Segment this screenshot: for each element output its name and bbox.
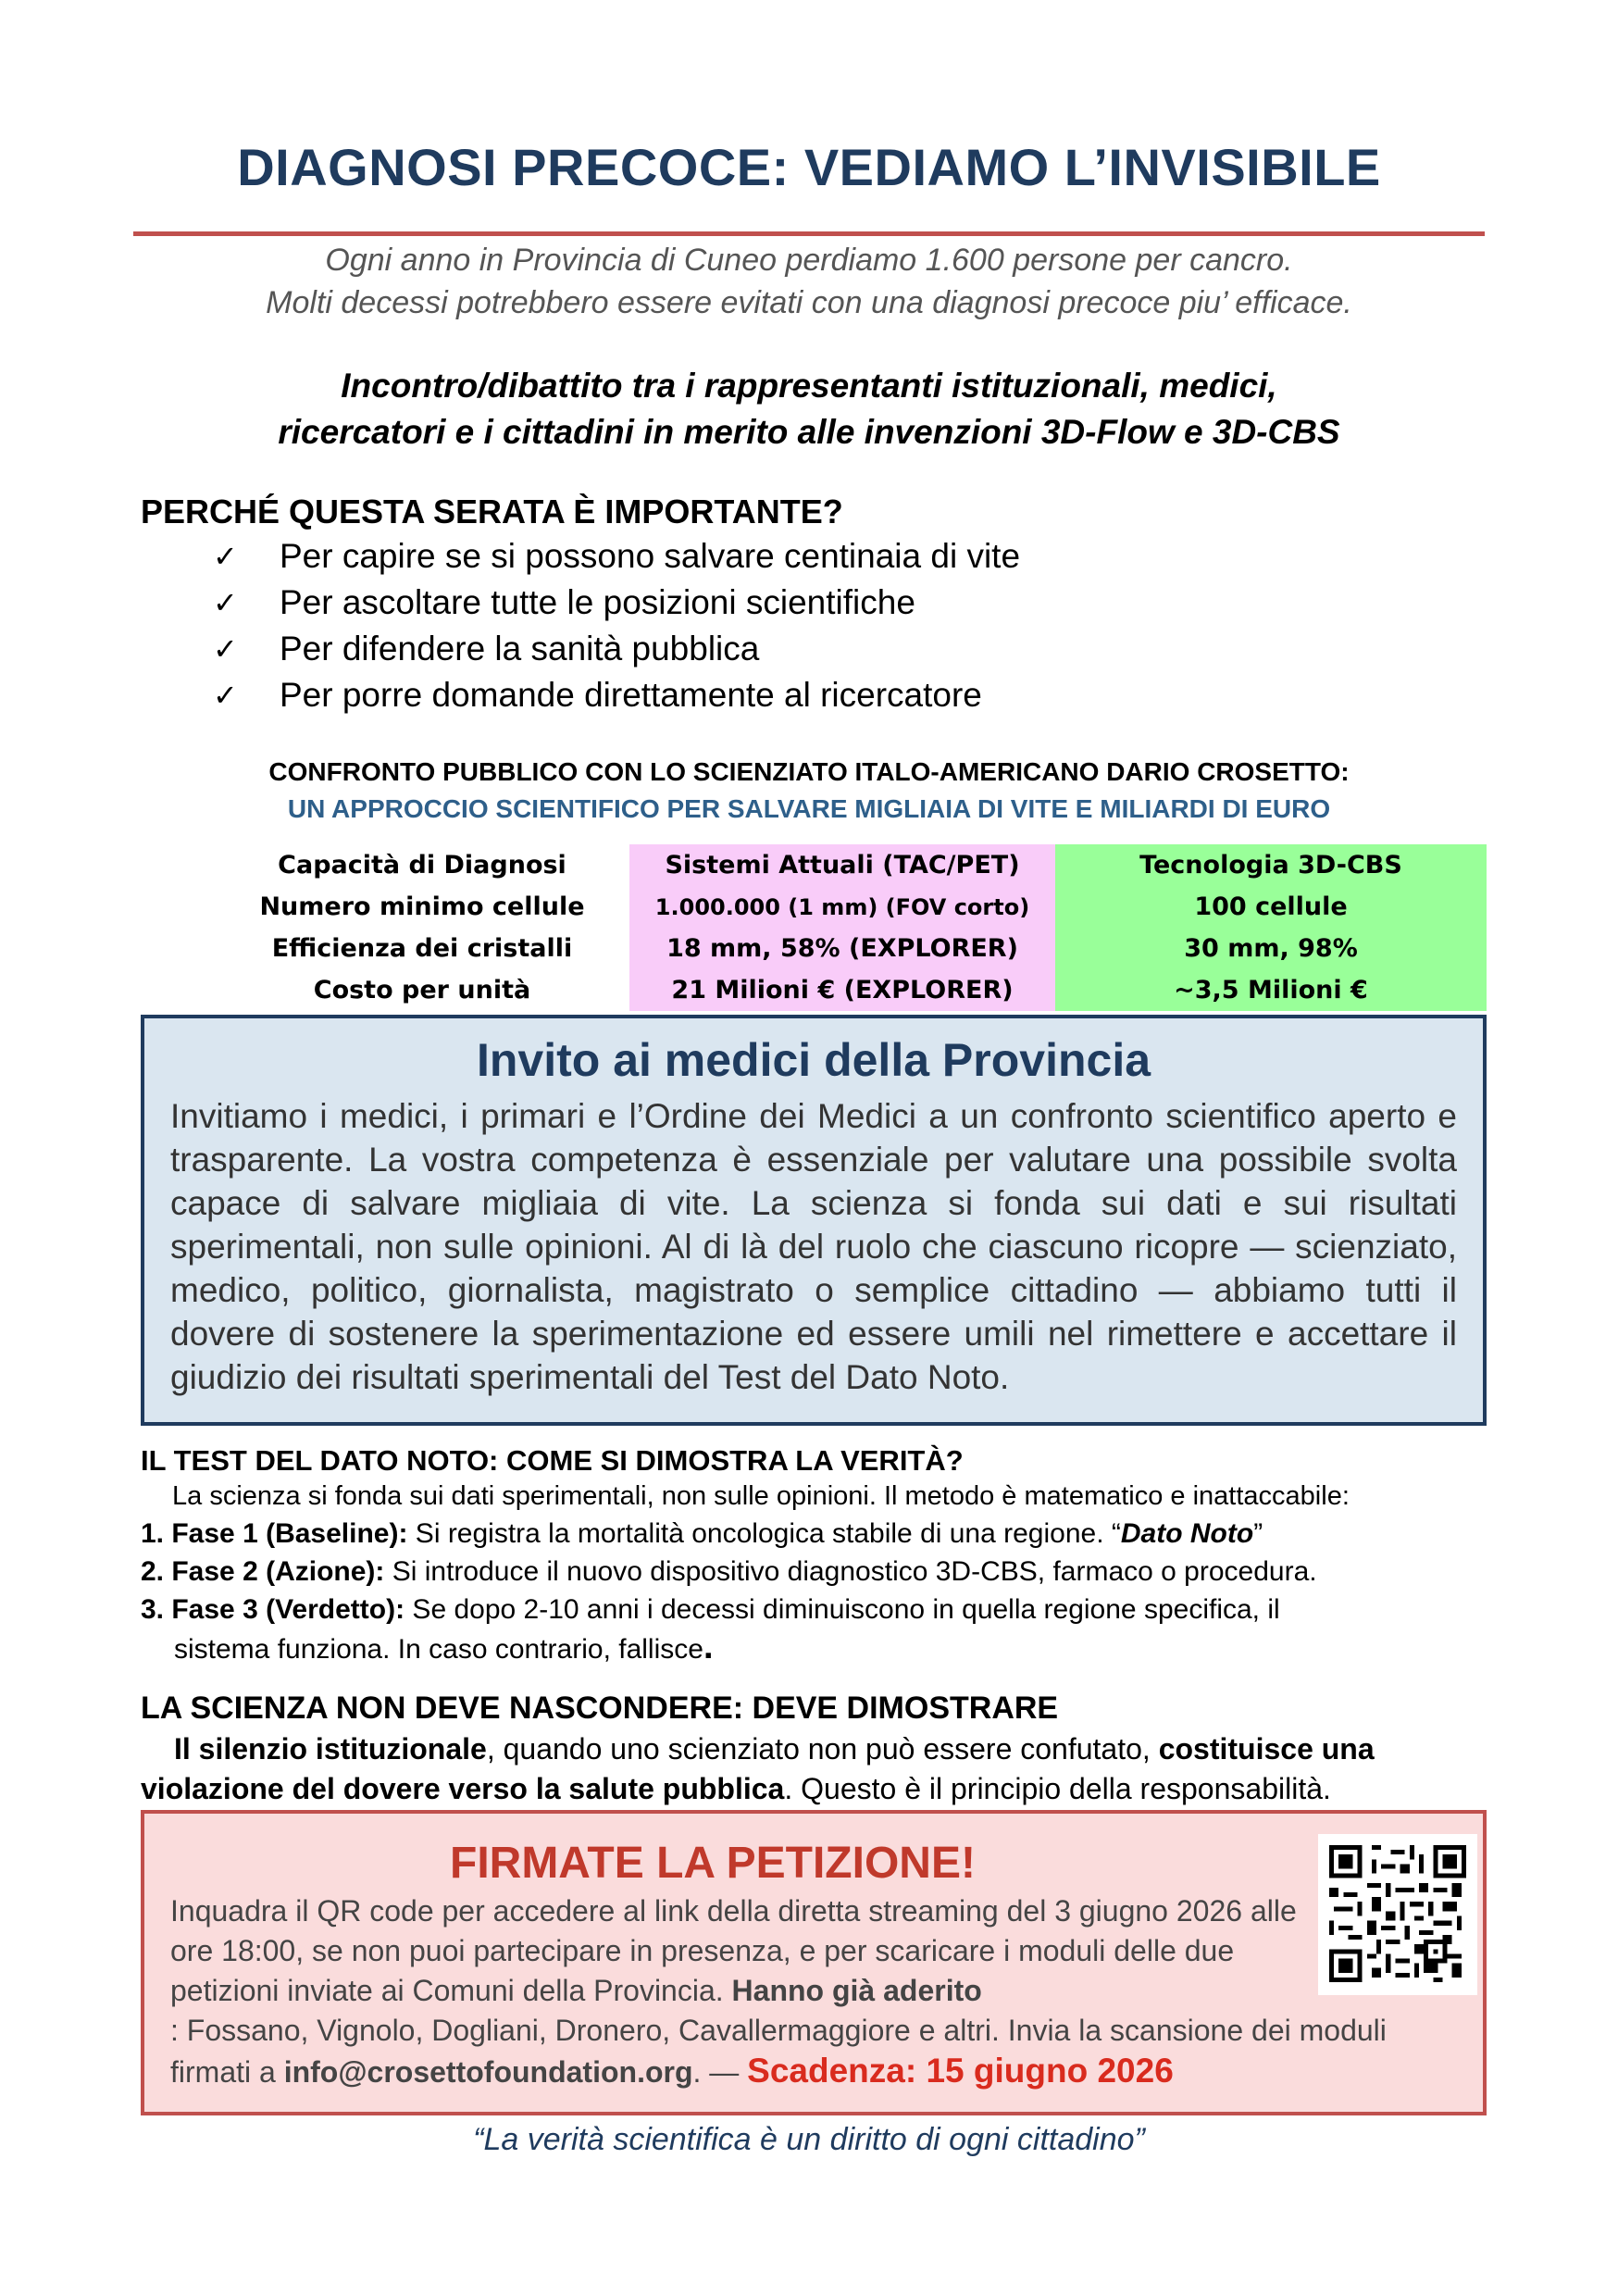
table-cell: ~3,5 Milioni € [1055, 969, 1487, 1011]
check-icon: ✓ [213, 631, 238, 667]
test-steps [141, 1515, 1501, 1668]
why-list [213, 533, 1020, 718]
invito-box [141, 1015, 1487, 1426]
step-text: Si registra la mortalità oncologica stabile di una regione. “ [407, 1518, 1121, 1549]
invito-body: Invitiamo i medici, i primari e l’Ordine dei Medici a un confronto scientifico aperto e trasparente. La vostra competenza è essenziale per valutare una possibile svolta capace di salvare migliaia di vite. La scienza si fonda sui dati e sui risultati sperimentali, non sulle opinioni. Al di là del ruolo che ciascuno ricopre — scienziato, medico, politico, giornalista, magistrato o semplice cittadino — abbiamo tutti il dovere di sostenere la sperimentazione ed essere umili nel rimettere e accettare il giudizio dei risultati sperimentali del Test del Dato Noto. [170, 1097, 1457, 1396]
table-cell: Costo per unità [215, 969, 629, 1011]
petition-email-link[interactable]: info@crosettofoundation.org [283, 2055, 693, 2089]
event-line-2: ricercatori e i cittadini in merito alle invenzioni 3D-Flow e 3D-CBS [278, 413, 1340, 451]
step-label: 3. Fase 3 (Verdetto): [141, 1594, 405, 1625]
step-text: Si introduce il nuovo dispositivo diagnostico 3D-CBS, farmaco o procedura. [384, 1556, 1317, 1587]
subtitle-line-1: Ogni anno in Provincia di Cuneo perdiamo 1.600 persone per cancro. [325, 243, 1293, 278]
table-cell: Efficienza dei cristalli [215, 928, 629, 969]
subtitle [0, 239, 1618, 324]
list-item [213, 580, 1020, 626]
step-end-dot: . [703, 1628, 714, 1666]
comparison-table [215, 844, 1487, 1011]
confronto-subheading: UN APPROCCIO SCIENTIFICO PER SALVARE MIGLIAIA DI VITE E MILIARDI DI EURO [287, 794, 1331, 823]
step-continuation: sistema funziona. In caso contrario, fallisce. [174, 1628, 714, 1666]
test-heading: IL TEST DEL DATO NOTO: COME SI DIMOSTRA LA VERITÀ? [141, 1444, 964, 1477]
why-heading: PERCHÉ QUESTA SERATA È IMPORTANTE? [141, 493, 843, 530]
table-cell: Numero minimo cellule [215, 886, 629, 928]
step-2 [141, 1553, 1501, 1591]
footer-quote: “La verità scientifica è un diritto di ogni cittadino” [473, 2122, 1145, 2157]
petition-text-narrow: Inquadra il QR code per accedere al link della diretta streaming del 3 giugno 2026 alle ore 18:00, se non puoi partecipare in presenza, e per scaricare i moduli delle due petizioni inviate ai Comuni della Provincia. Hanno già aderito [170, 1894, 1297, 2007]
petition-title: FIRMATE LA PETIZIONE! [450, 1839, 976, 1888]
check-icon: ✓ [213, 585, 238, 620]
table-cell: 18 mm, 58% (EXPLORER) [629, 928, 1055, 969]
list-item [213, 672, 1020, 718]
petition-deadline: Scadenza: 15 giugno 2026 [747, 2052, 1174, 2090]
invito-title: Invito ai medici della Provincia [476, 1034, 1151, 1086]
scienza-bold-1: Il silenzio istituzionale [174, 1732, 487, 1766]
step-label: 2. Fase 2 (Azione): [141, 1556, 385, 1587]
table-cell: Sistemi Attuali (TAC/PET) [629, 844, 1055, 886]
subtitle-line-2: Molti decessi potrebbero essere evitati con una diagnosi precoce piu’ efficace. [266, 285, 1352, 320]
list-item [213, 626, 1020, 672]
table-cell: 1.000.000 (1 mm) (FOV corto) [629, 886, 1055, 928]
scienza-heading: LA SCIENZA NON DEVE NASCONDERE: DEVE DIMOSTRARE [141, 1691, 1059, 1726]
table-cell: 30 mm, 98% [1055, 928, 1487, 969]
step-1 [141, 1515, 1501, 1553]
table-row [215, 886, 1487, 928]
petition-bold: Hanno già aderito [731, 1974, 982, 2007]
table-cell: Capacità di Diagnosi [215, 844, 629, 886]
scienza-bold-2: costituisce una violazione del dovere verso la salute pubblica [141, 1732, 1375, 1805]
event-line-1: Incontro/dibattito tra i rappresentanti istituzionali, medici, [341, 367, 1277, 405]
table-row [215, 969, 1487, 1011]
table-cell: Tecnologia 3D-CBS [1055, 844, 1487, 886]
table-cell: 21 Milioni € (EXPLORER) [629, 969, 1055, 1011]
table-row [215, 844, 1487, 886]
why-item-text: Per ascoltare tutte le posizioni scientifiche [280, 583, 915, 621]
confronto-heading: CONFRONTO PUBBLICO CON LO SCIENZIATO ITALO-AMERICANO DARIO CROSETTO: [268, 757, 1350, 786]
list-item [213, 533, 1020, 580]
petition-body: Inquadra il QR code per accedere al link della diretta streaming del 3 giugno 2026 alle ore 18:00, se non puoi partecipare in presenza, e per scaricare i moduli delle due petizioni inviate ai Comuni della Provincia. Hanno già aderito : Fossano, Vignolo, Dogliani, Dronero, Cavallermaggiore e altri. Invia la scansione dei moduli firmati a info@crosettofoundation.org. — Scadenza: 15 giugno 2026 [170, 1891, 1457, 2092]
table-cell: 100 cellule [1055, 886, 1487, 928]
why-item-text: Per capire se si possono salvare centinaia di vite [280, 537, 1021, 575]
test-intro: La scienza si fonda sui dati sperimentali, non sulle opinioni. Il metodo è matematico e inattaccabile: [172, 1481, 1350, 1511]
step-text: Se dopo 2-10 anni i decessi diminuiscono in quella regione specifica, il [404, 1594, 1280, 1625]
scienza-body: Il silenzio istituzionale, quando uno scienziato non può essere confutato, costituisce una violazione del dovere verso la salute pubblica. Questo è il principio della responsabilità. [141, 1732, 1375, 1805]
check-icon: ✓ [213, 678, 238, 713]
event-description [0, 363, 1618, 455]
page-title: DIAGNOSI PRECOCE: VEDIAMO L’INVISIBILE [237, 138, 1381, 196]
step-3 [141, 1591, 1501, 1668]
why-item-text: Per porre domande direttamente al ricercatore [280, 676, 982, 714]
table-row [215, 928, 1487, 969]
title-divider [133, 231, 1485, 236]
step-label: 1. Fase 1 (Baseline): [141, 1518, 408, 1549]
check-icon: ✓ [213, 539, 238, 574]
petition-box [141, 1810, 1487, 2115]
step-emphasis: Dato Noto [1120, 1518, 1254, 1549]
step-quote-close: ” [1253, 1518, 1263, 1549]
why-item-text: Per difendere la sanità pubblica [280, 630, 760, 668]
